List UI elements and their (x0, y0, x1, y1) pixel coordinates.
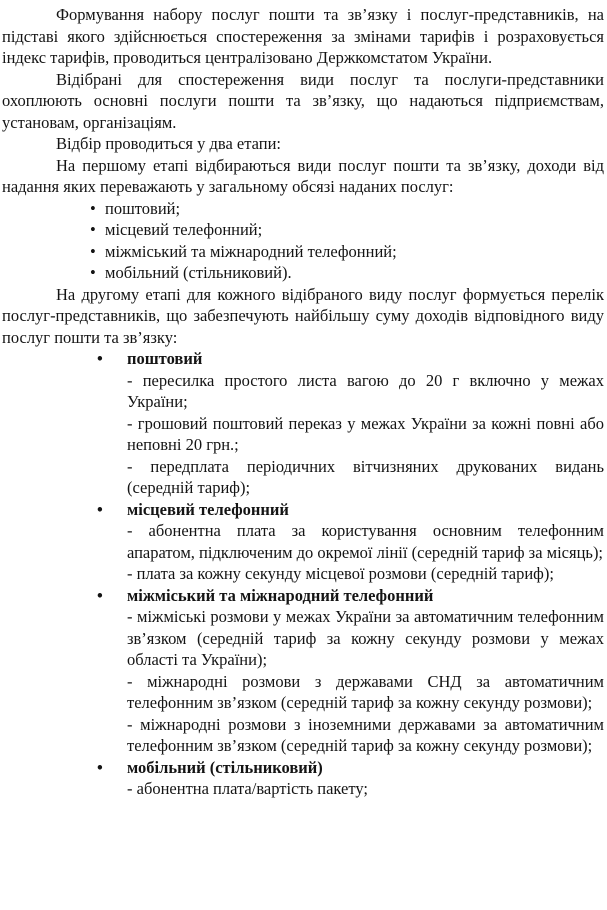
service-representative: - плата за кожну секунду місцевої розмови (середній тариф); (127, 564, 554, 583)
service-group-long-distance-phone (2, 585, 604, 757)
paragraph-second-stage: На другому етапі для кожного відібраного виду послуг формується перелік послуг-представників, що забезпечують найбільшу суму доходів відповідного виду послуг пошти та зв’язку: (2, 284, 604, 347)
paragraph-two-stages: Відбір проводиться у два етапи: (56, 134, 281, 153)
list-item: • мобільний (стільниковий). (2, 262, 604, 284)
service-representative: - міжнародні розмови з державами СНД за автоматичним телефонним зв’язком (середній тариф за кожну секунду розмови); (127, 671, 604, 712)
service-representative: - передплата періодичних вітчизняних друкованих видань (середній тариф); (127, 456, 604, 497)
service-group-postal (2, 348, 604, 499)
stage1-service-types-list (2, 198, 604, 284)
service-group-mobile (2, 757, 604, 800)
service-representative: - міжміські розмови у межах України за автоматичним телефонним зв’язком (середній тариф за кожну секунду розмови у межах області та України); (127, 607, 604, 669)
service-group-title: • мобільний (стільниковий) (2, 757, 604, 779)
service-group-title: • місцевий телефонний (2, 499, 604, 521)
service-group-title: • міжміський та міжнародний телефонний (2, 585, 604, 607)
paragraph-selected-services: Відібрані для спостереження види послуг та послуги-представники охоплюють основні послуги пошти та зв’язку, що надаються підприємствам, установам, організаціям. (2, 69, 604, 132)
list-item: • міжміський та міжнародний телефонний; (2, 241, 604, 263)
service-representative: - грошовий поштовий переказ у межах України за кожні повні або неповні 20 грн.; (127, 413, 604, 454)
list-item: • місцевий телефонний; (2, 219, 604, 241)
service-representative: - міжнародні розмови з іноземними державами за автоматичним телефонним зв’язком (середній тариф за кожну секунду розмови); (127, 714, 604, 755)
service-representative: - абонентна плата/вартість пакету; (127, 779, 368, 798)
paragraph-formation: Формування набору послуг пошти та зв’язку і послуг-представників, на підставі якого здійснюється спостереження за змінами тарифів і розраховується індекс тарифів, проводиться централізовано Держкомстатом України. (2, 5, 604, 67)
service-group-local-phone (2, 499, 604, 585)
service-group-title: • поштовий (2, 348, 604, 370)
list-item: • поштовий; (2, 198, 604, 220)
service-representative: - абонентна плата за користування основним телефонним апаратом, підключеним до окремої лінії (середній тариф за місяць); (127, 521, 604, 562)
service-representative: - пересилка простого листа вагою до 20 г включно у межах України; (127, 370, 604, 411)
paragraph-first-stage: На першому етапі відбираються види послуг пошти та зв’язку, доходи від надання яких переважають у загальному обсязі наданих послуг: (2, 155, 604, 196)
